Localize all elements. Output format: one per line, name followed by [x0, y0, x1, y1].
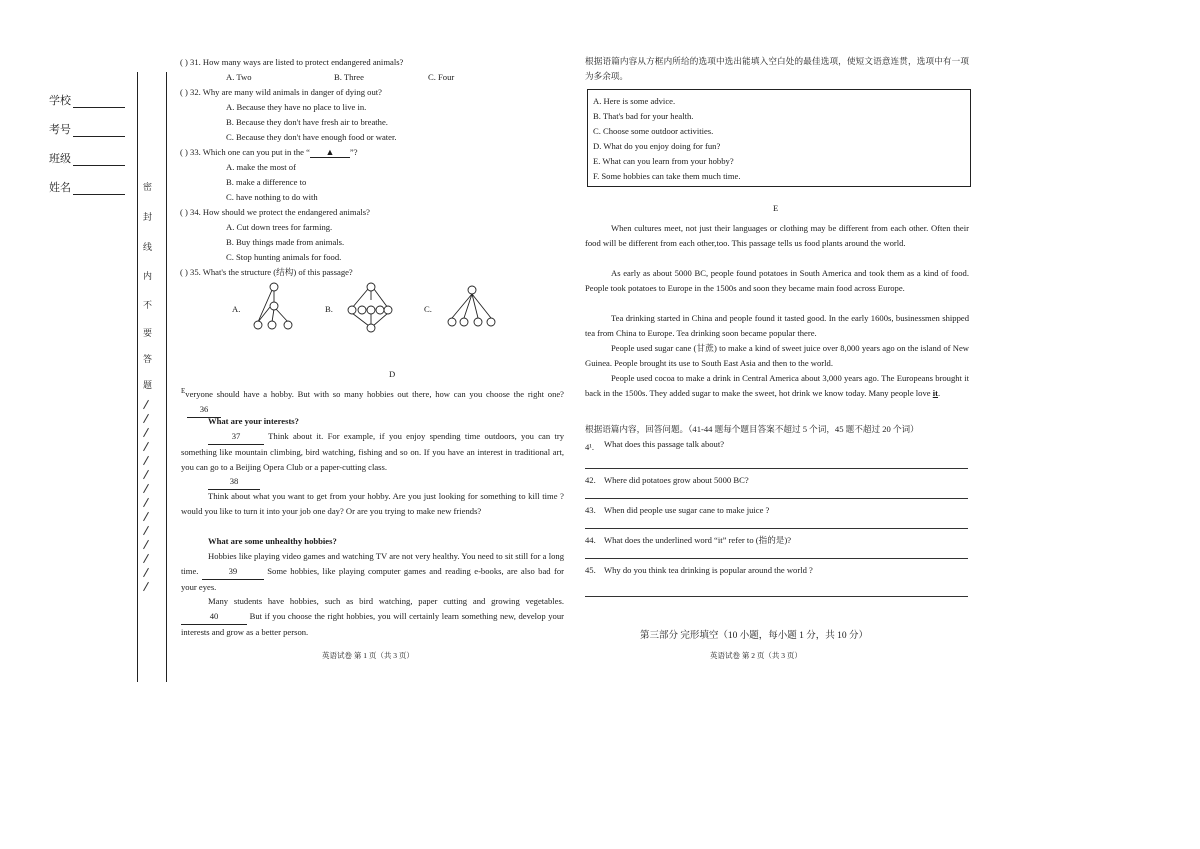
- option-b[interactable]: B.: [325, 304, 333, 314]
- seal-char: 封: [143, 212, 153, 222]
- question-text: What does the underlined word “it” refer to (指的是)?: [604, 535, 792, 545]
- exam-no-field: [49, 121, 125, 137]
- seal-char: 内: [143, 271, 153, 281]
- question-stem: ( ) 35. What's the structure (结构) of this passage?: [180, 267, 353, 277]
- passage-e-paragraph-5: [585, 371, 969, 401]
- option-b[interactable]: B. Because they don't have fresh air to breathe.: [226, 117, 388, 127]
- school-blank[interactable]: [73, 107, 125, 108]
- school-field: [49, 92, 125, 108]
- section-e-heading: E: [773, 203, 779, 213]
- stem-text: ( ) 33. Which one can you put in the “: [180, 147, 310, 157]
- question-stem: ( ) 31. How many ways are listed to protect endangered animals?: [180, 57, 404, 67]
- question-stem: [180, 145, 358, 160]
- school-label: 学校: [49, 95, 71, 107]
- subheading-unhealthy: What are some unhealthy hobbies?: [208, 536, 337, 546]
- passage-d-paragraph-1: [181, 384, 564, 418]
- class-field: [49, 150, 125, 166]
- paragraph-text: Hobbies like playing video games and watching TV are not very healthy. You need to sit still for a long time.: [181, 551, 564, 576]
- answer-line-43[interactable]: [585, 528, 968, 529]
- option-c[interactable]: C. Four: [428, 72, 455, 82]
- passage-d-blank-38-line: [208, 474, 260, 490]
- binding-line-inner: [166, 72, 167, 682]
- question-number: 42.: [585, 475, 596, 485]
- option-box-b: B. That's bad for your health.: [593, 111, 694, 121]
- seal-char: 不: [143, 300, 153, 310]
- seal-char: 题: [143, 380, 153, 390]
- passage-e-paragraph-2: As early as about 5000 BC, people found potatoes in South America and took them as a kind of food. People took potatoes to Europe in the 1500s and soon they became main food across Europe.: [585, 268, 969, 293]
- underlined-word-it: it: [932, 388, 938, 398]
- question-number: 43.: [585, 505, 596, 515]
- answer-line-45[interactable]: [585, 596, 968, 597]
- passage-e-paragraph-3: Tea drinking started in China and people found it tasted good. In the early 1600s, businessmen shipped tea from China to Europe. Tea drinking soon became popular there.: [585, 313, 969, 338]
- structure-diagram-b: [343, 282, 399, 334]
- class-blank[interactable]: [73, 165, 125, 166]
- structure-diagram-c: [444, 285, 500, 333]
- stem-text: ”?: [349, 147, 358, 157]
- passage-d-paragraph-2: [181, 429, 564, 475]
- blank-40[interactable]: 40: [181, 609, 247, 625]
- question-number: 45.: [585, 565, 596, 575]
- binding-line-outer: [137, 72, 138, 682]
- name-blank[interactable]: [73, 194, 125, 195]
- passage-e-paragraph-4: People used sugar cane (甘蔗) to make a kind of sweet juice over 8,000 years ago on the island of New Guinea. People brought its use to South East Asia and then to the world.: [585, 343, 969, 368]
- seal-char: 密: [143, 182, 153, 192]
- paragraph-text: Many students have hobbies, such as bird watching, paper cutting and growing vegetables.: [208, 596, 564, 606]
- option-c[interactable]: C. have nothing to do with: [226, 192, 318, 202]
- class-label: 班级: [49, 153, 71, 165]
- structure-diagram-a: [248, 282, 300, 332]
- option-box-f: F. Some hobbies can take them much time.: [593, 171, 741, 181]
- paragraph-text: Some hobbies, like playing computer games and reading e-books, are also bad for your eyes.: [181, 566, 565, 592]
- page-footer-2: 英语试卷 第 2 页（共 3 页）: [710, 651, 802, 660]
- question-text: What does this passage talk about?: [604, 439, 725, 449]
- question-stem: ( ) 34. How should we protect the endangered animals?: [180, 207, 370, 217]
- blank-39[interactable]: 39: [202, 564, 264, 580]
- question-number: 44.: [585, 535, 596, 545]
- answer-line-41[interactable]: [585, 468, 968, 469]
- option-c[interactable]: C. Because they don't have enough food or water.: [226, 132, 397, 142]
- passage-e-paragraph-1: When cultures meet, not just their languages or clothing may be different from each other. Often their food will be different from each other,too. This passage tells us food plants around the world.: [585, 223, 969, 248]
- option-a[interactable]: A. Two: [226, 72, 252, 82]
- option-b[interactable]: B. Buy things made from animals.: [226, 237, 345, 247]
- paragraph-text: veryone should have a hobby. But with so many hobbies out there, how can you choose the right one?: [185, 389, 564, 399]
- name-field: [49, 179, 125, 195]
- question-number: 4¹.: [585, 442, 595, 452]
- option-c[interactable]: C. Stop hunting animals for food.: [226, 252, 342, 262]
- blank-37[interactable]: 37: [208, 429, 264, 445]
- option-box-c: C. Choose some outdoor activities.: [593, 126, 714, 136]
- question-text: Why do you think tea drinking is popular around the world ?: [604, 565, 813, 575]
- option-a[interactable]: A. Cut down trees for farming.: [226, 222, 333, 232]
- answer-instruction: 根据语篇内容，回答问题。（41-44 题每个题目答案不超过 5 个词，45 题不超过 20 个词）: [585, 424, 919, 434]
- section-d-heading: D: [389, 369, 396, 379]
- answer-line-44[interactable]: [585, 558, 968, 559]
- passage-d-paragraph-4: [181, 549, 564, 595]
- option-b[interactable]: B. Three: [334, 72, 364, 82]
- exam-no-label: 考号: [49, 124, 71, 136]
- option-box-d: D. What do you enjoy doing for fun?: [593, 141, 721, 151]
- part3-heading: 第三部分 完形填空（10 小题，每小题 1 分，共 10 分）: [640, 631, 869, 641]
- options-box: [587, 89, 971, 187]
- drop-initial: E: [181, 387, 186, 395]
- blank-38[interactable]: 38: [208, 474, 260, 490]
- seal-char: 要: [143, 328, 153, 338]
- option-c[interactable]: C.: [424, 304, 432, 314]
- option-box-a: A. Here is some advice.: [593, 96, 676, 106]
- option-a[interactable]: A. Because they have no place to live in.: [226, 102, 367, 112]
- cloze-instruction: 根据语篇内容从方框内所给的选项中选出能填入空白处的最佳选项，使短文语意连贯，选项中有一项为多余项。: [585, 56, 969, 81]
- question-stem: ( ) 32. Why are many wild animals in danger of dying out?: [180, 87, 382, 97]
- option-b[interactable]: B. make a difference to: [226, 177, 307, 187]
- exam-no-blank[interactable]: [73, 136, 125, 137]
- subheading-interests: What are your interests?: [208, 416, 299, 426]
- question-text: Where did potatoes grow about 5000 BC?: [604, 475, 749, 485]
- option-a[interactable]: A. make the most of: [226, 162, 296, 172]
- seal-char: 答: [143, 354, 153, 364]
- paragraph-text: People used cocoa to make a drink in Central America about 3,000 years ago. The Europeans brought it back in the 1500s. They added sugar to make the sweet, hot drink we know today. Many people love: [585, 373, 969, 398]
- answer-line-42[interactable]: [585, 498, 968, 499]
- passage-d-paragraph-5: [181, 594, 564, 640]
- page-footer-1: 英语试卷 第 1 页（共 3 页）: [322, 651, 414, 660]
- option-a[interactable]: A.: [232, 304, 241, 314]
- triangle-blank: ▲: [310, 147, 350, 158]
- paragraph-text: But if you choose the right hobbies, you will certainly learn something new, develop your interests and grow as a better person.: [181, 611, 564, 637]
- period: .: [937, 388, 941, 398]
- name-label: 姓名: [49, 182, 71, 194]
- question-text: When did people use sugar cane to make juice ?: [604, 505, 770, 515]
- paragraph-text: Think about it. For example, if you enjoy spending time outdoors, you can try something like mountain climbing, bird watching, fishing and so on. If you have an interest in traditional art, you can go to a Beijing Opera Club or a paper-cutting class.: [181, 431, 564, 472]
- option-box-e: E. What can you learn from your hobby?: [593, 156, 734, 166]
- passage-d-paragraph-3: Think about what you want to get from your hobby. Are you just looking for something to kill time ? would you like to turn it into your job one day? Or are you trying to make new friends?: [181, 491, 564, 516]
- seal-char: 线: [143, 242, 153, 252]
- blank-36[interactable]: 36: [187, 402, 221, 418]
